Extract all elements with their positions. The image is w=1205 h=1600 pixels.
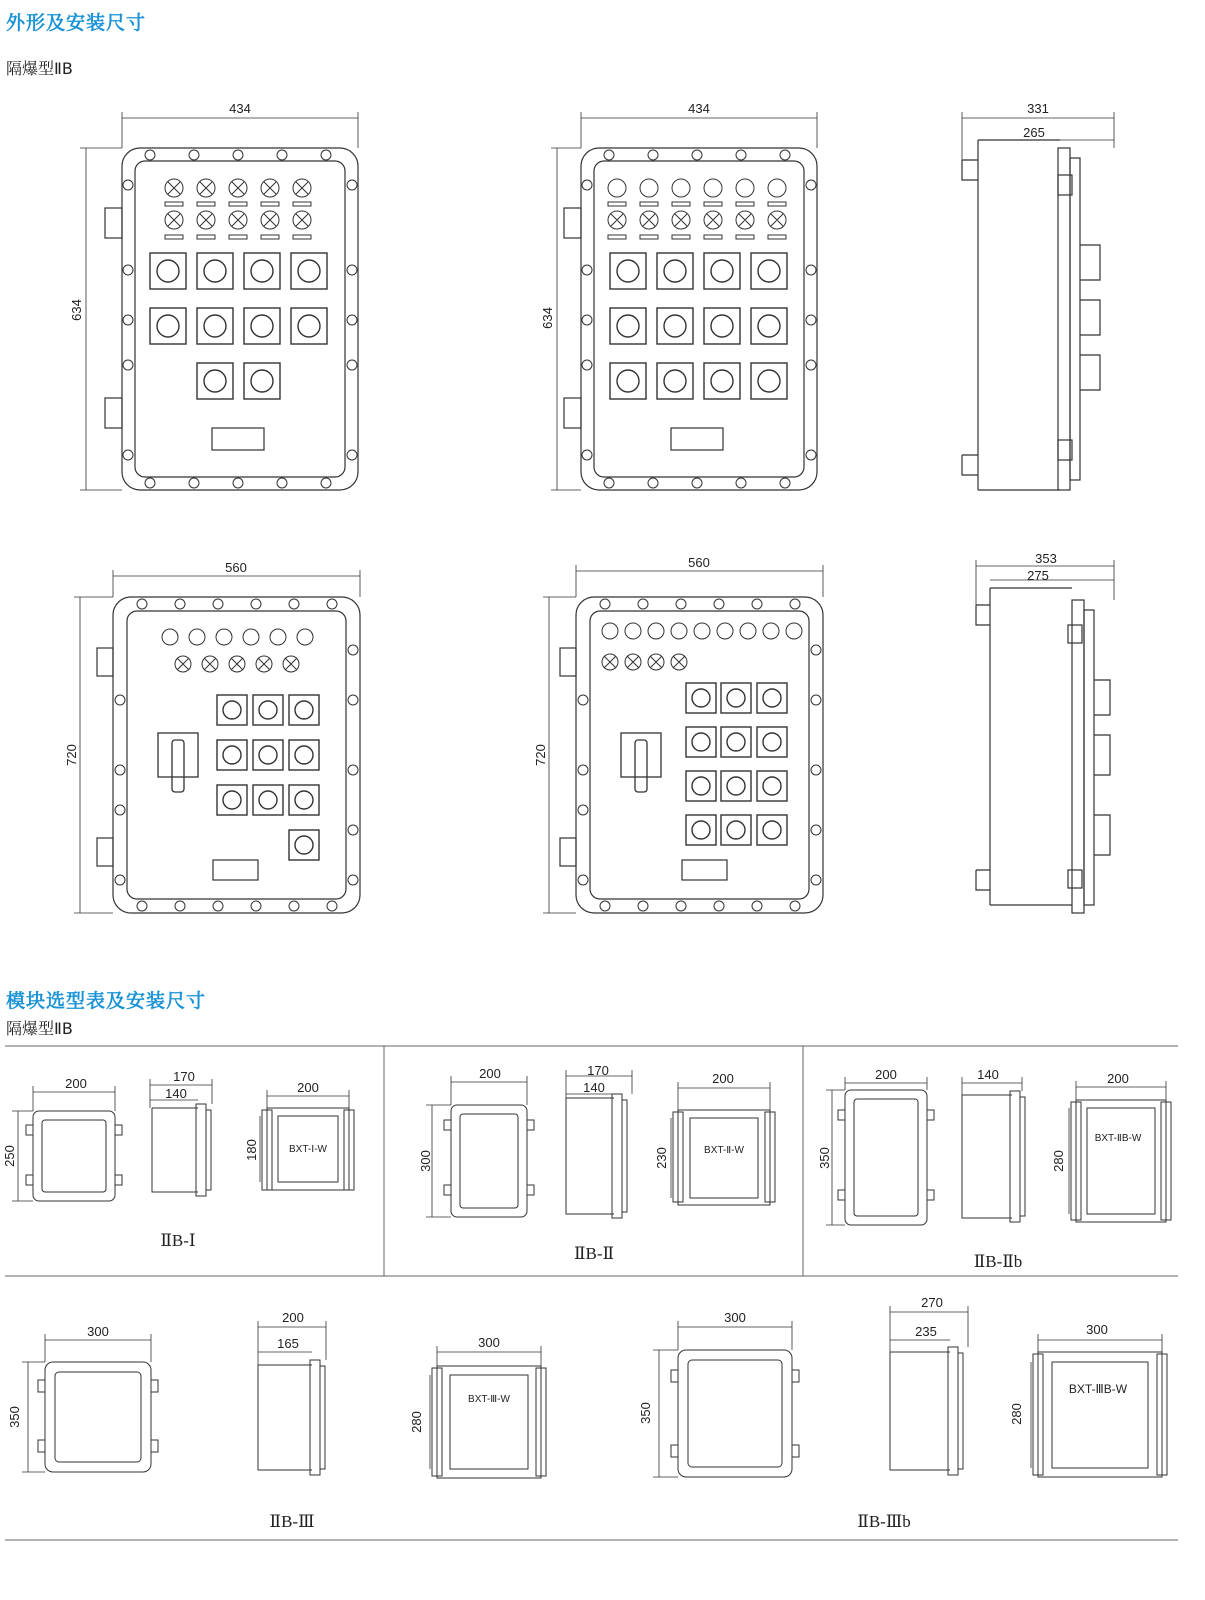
enclosure-side-b [976, 588, 1110, 913]
m3-height: 350 [817, 1147, 832, 1169]
breakers [150, 253, 327, 399]
m1-plate: BXT-Ⅰ-W [289, 1144, 327, 1155]
m5-label: ⅡB-Ⅲb [857, 1512, 911, 1531]
m3-back-width: 200 [1107, 1071, 1129, 1086]
dim-634-b: 634 [540, 307, 555, 329]
enclosure-434-front-a [105, 148, 358, 490]
m4-back-width: 300 [478, 1335, 500, 1350]
section1-title: 外形及安装尺寸 [6, 12, 147, 34]
dim-275: 275 [1027, 568, 1049, 583]
dim-434-a: 434 [229, 101, 251, 116]
m3-width: 200 [875, 1067, 897, 1082]
section2-subtitle: 隔爆型ⅡB [6, 1019, 73, 1038]
m3-plate: BXT-ⅡB-W [1094, 1133, 1142, 1144]
dim-560-a: 560 [225, 560, 247, 575]
m1-height: 250 [2, 1145, 17, 1167]
m5-side-235: 235 [915, 1324, 937, 1339]
m1-side-170: 170 [173, 1069, 195, 1084]
m2-label: ⅡB-Ⅱ [573, 1244, 615, 1263]
m1-label: ⅡB-Ⅰ [160, 1231, 196, 1250]
m4-side-165: 165 [277, 1336, 299, 1351]
m5-plate: BXT-ⅢB-W [1068, 1382, 1128, 1396]
m3-label: ⅡB-Ⅱb [973, 1252, 1023, 1271]
pilot-lights [165, 179, 311, 239]
enclosure-560-front-b [560, 597, 823, 913]
dim-331: 331 [1027, 101, 1049, 116]
dim-434-b: 434 [688, 101, 710, 116]
m2-height: 300 [418, 1150, 433, 1172]
m5-back-width: 300 [1086, 1322, 1108, 1337]
enclosure-side-a [962, 140, 1100, 490]
section2-title: 模块选型表及安装尺寸 [6, 990, 207, 1012]
section1-subtitle: 隔爆型ⅡB [6, 59, 73, 78]
m4-width: 300 [87, 1324, 109, 1339]
m5-width: 300 [724, 1310, 746, 1325]
enclosure-434-front-b [564, 148, 817, 490]
m1-width: 200 [65, 1076, 87, 1091]
m1-back-width: 200 [297, 1080, 319, 1095]
m4-height: 350 [7, 1406, 22, 1428]
m4-plate: BXT-Ⅲ-W [468, 1394, 510, 1405]
m2-side-140: 140 [583, 1080, 605, 1095]
m4-label: ⅡB-Ⅲ [269, 1512, 315, 1531]
enclosure-560-front-a [97, 597, 360, 913]
m4-back-height: 280 [409, 1411, 424, 1433]
m2-plate: BXT-Ⅱ-W [704, 1145, 744, 1156]
m3-back-height: 280 [1051, 1150, 1066, 1172]
dim-720-a: 720 [64, 744, 79, 766]
m5-side-270: 270 [921, 1295, 943, 1310]
module-table-lines [5, 1046, 1178, 1540]
bolts [123, 150, 357, 488]
dim-265: 265 [1023, 125, 1045, 140]
main-switch [158, 733, 198, 792]
m5-back-height: 280 [1009, 1403, 1024, 1425]
m2-width: 200 [479, 1066, 501, 1081]
m1-back-height: 180 [244, 1139, 259, 1161]
dim-560-b: 560 [688, 555, 710, 570]
module-iib-iib [826, 1077, 1171, 1225]
m3-side-140: 140 [977, 1067, 999, 1082]
m4-side-200: 200 [282, 1310, 304, 1325]
dim-634-a: 634 [69, 299, 84, 321]
m2-back-height: 230 [654, 1147, 669, 1169]
m2-side-170: 170 [587, 1063, 609, 1078]
m1-side-140: 140 [165, 1086, 187, 1101]
m2-back-width: 200 [712, 1071, 734, 1086]
dim-353: 353 [1035, 551, 1057, 566]
dim-720-b: 720 [533, 744, 548, 766]
m5-height: 350 [638, 1402, 653, 1424]
